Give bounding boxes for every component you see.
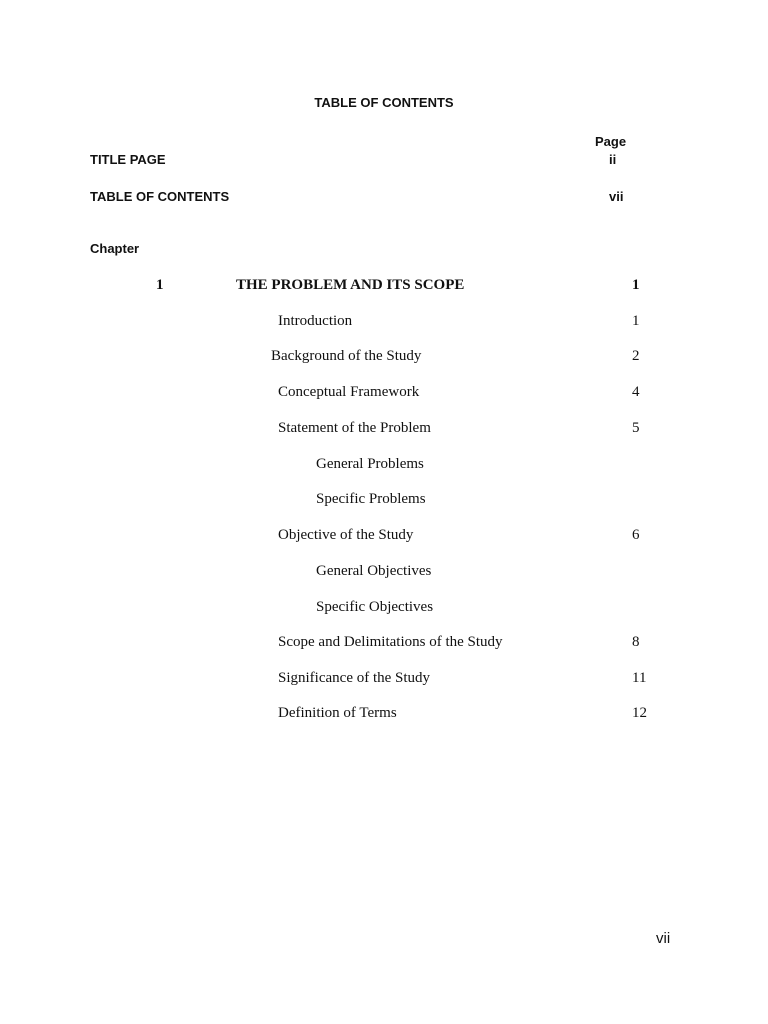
toc-subentry-label: General Problems <box>316 456 424 472</box>
front-matter-label: TABLE OF CONTENTS <box>90 189 230 204</box>
page-folio: vii <box>656 930 671 947</box>
toc-entry-label: Scope and Delimitations of the Study <box>278 634 503 650</box>
toc-entry-page: 6 <box>632 527 640 543</box>
toc-entry-label: Introduction <box>278 313 353 329</box>
chapter-title: THE PROBLEM AND ITS SCOPE <box>236 277 465 293</box>
toc-entry-page: 5 <box>632 420 640 436</box>
toc-entry-label: Statement of the Problem <box>278 420 431 436</box>
toc-entry-page: 2 <box>632 348 640 364</box>
toc-entry-label: Objective of the Study <box>278 527 414 543</box>
toc-entry-label: Significance of the Study <box>278 670 431 686</box>
front-matter-page: ii <box>609 152 617 167</box>
toc-heading: TABLE OF CONTENTS <box>314 95 454 110</box>
chapter-page: 1 <box>632 277 640 293</box>
toc-entry-page: 12 <box>632 705 647 721</box>
chapter-label: Chapter <box>90 241 140 256</box>
toc-entry-label: Conceptual Framework <box>278 384 420 400</box>
toc-subentry-label: Specific Objectives <box>316 599 434 615</box>
toc-subentry-label: General Objectives <box>316 563 432 579</box>
toc-entry-page: 8 <box>632 634 640 650</box>
toc-subentry-label: Specific Problems <box>316 491 426 507</box>
chapter-number: 1 <box>156 277 164 293</box>
page-column-label: Page <box>595 134 627 149</box>
toc-entry-page: 1 <box>632 313 640 329</box>
toc-entry-page: 11 <box>632 670 647 686</box>
front-matter-label: TITLE PAGE <box>90 152 166 167</box>
toc-entry-label: Definition of Terms <box>278 705 397 721</box>
toc-entry-label: Background of the Study <box>271 348 422 364</box>
toc-entry-page: 4 <box>632 384 640 400</box>
front-matter-page: vii <box>609 189 624 204</box>
